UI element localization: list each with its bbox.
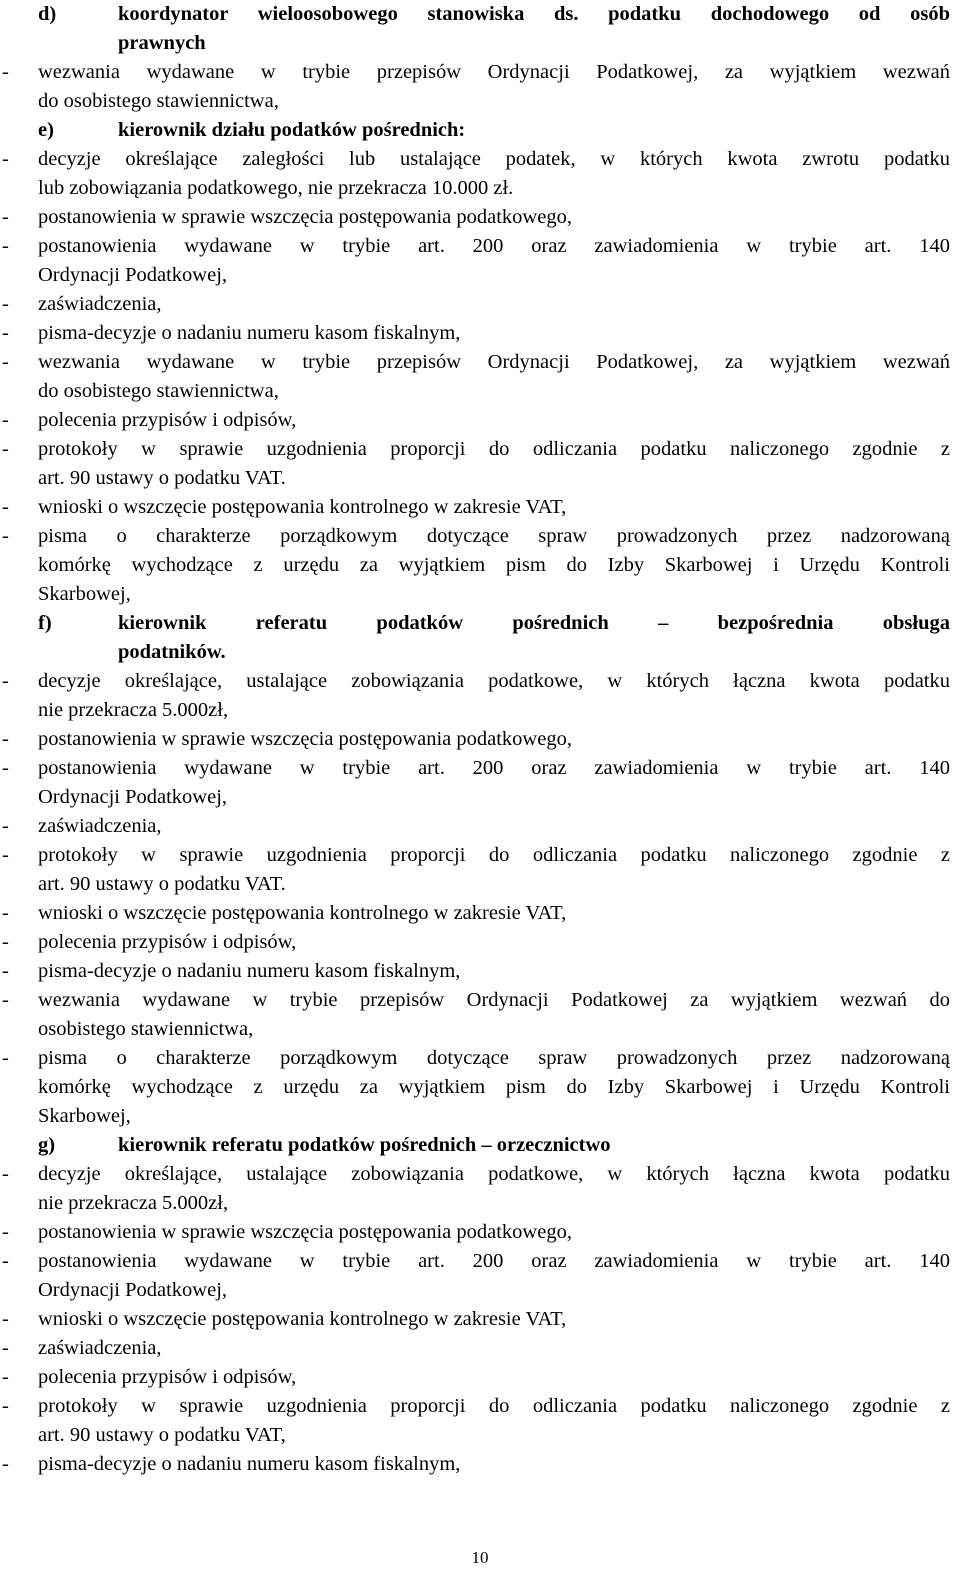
list-item: [0, 928, 960, 957]
list-item-continuation: [0, 464, 960, 493]
bullet-dash: -: [2, 206, 9, 228]
list-item-text: nie przekracza 5.000zł,: [38, 699, 229, 721]
list-item-continuation: [0, 1015, 960, 1044]
list-item-text: do osobistego stawiennictwa,: [38, 380, 279, 402]
section-heading-line: [0, 609, 960, 638]
bullet-dash: -: [2, 235, 9, 257]
list-item: [0, 841, 960, 870]
list-item-text: wnioski o wszczęcie postępowania kontrolnego w zakresie VAT,: [38, 496, 567, 518]
section-heading-text: prawnych: [118, 32, 206, 54]
bullet-dash: -: [2, 61, 9, 83]
list-item: [0, 203, 960, 232]
bullet-dash: -: [2, 148, 9, 170]
bullet-dash: -: [2, 931, 9, 953]
list-item: [0, 812, 960, 841]
list-item-text: postanowienia wydawane w trybie art. 200 oraz zawiadomienia w trybie art. 140: [38, 757, 950, 779]
list-item: [0, 1218, 960, 1247]
list-item-text: decyzje określające, ustalające zobowiązania podatkowe, w których łączna kwota podatku: [38, 1163, 950, 1185]
list-item-text: Skarbowej,: [38, 583, 131, 605]
bullet-dash: -: [2, 1395, 9, 1417]
list-item-continuation: [0, 696, 960, 725]
list-item-text: protokoły w sprawie uzgodnienia proporcji do odliczania podatku naliczonego zgodnie z: [38, 1395, 950, 1417]
bullet-dash: -: [2, 960, 9, 982]
list-item-text: lub zobowiązania podatkowego, nie przekracza 10.000 zł.: [38, 177, 514, 199]
list-item-text: pisma o charakterze porządkowym dotyczące spraw prowadzonych przez nadzorowaną: [38, 1047, 950, 1069]
list-item-continuation: [0, 87, 960, 116]
list-item-text: protokoły w sprawie uzgodnienia proporcji do odliczania podatku naliczonego zgodnie z: [38, 844, 950, 866]
list-item-text: wezwania wydawane w trybie przepisów Ordynacji Podatkowej za wyjątkiem wezwań do: [38, 989, 950, 1011]
list-item: [0, 493, 960, 522]
bullet-dash: -: [2, 902, 9, 924]
section-heading-text: kierownik referatu podatków pośrednich – orzecznictwo: [118, 1134, 611, 1156]
list-item-text: pisma-decyzje o nadaniu numeru kasom fiskalnym,: [38, 322, 461, 344]
list-item-continuation: [0, 1073, 960, 1102]
bullet-dash: -: [2, 728, 9, 750]
list-item-text: zaświadczenia,: [38, 1337, 162, 1359]
bullet-dash: -: [2, 815, 9, 837]
list-item-text: art. 90 ustawy o podatku VAT.: [38, 467, 286, 489]
list-item: [0, 1160, 960, 1189]
list-item-text: postanowienia w sprawie wszczęcia postępowania podatkowego,: [38, 206, 572, 228]
list-item-continuation: [0, 1421, 960, 1450]
list-item: [0, 986, 960, 1015]
bullet-dash: -: [2, 409, 9, 431]
list-item-text: decyzje określające zaległości lub ustalające podatek, w których kwota zwrotu podatku: [38, 148, 950, 170]
list-item-continuation: [0, 377, 960, 406]
list-item-text: polecenia przypisów i odpisów,: [38, 931, 297, 953]
list-item: [0, 319, 960, 348]
bullet-dash: -: [2, 1250, 9, 1272]
list-item-text: protokoły w sprawie uzgodnienia proporcji do odliczania podatku naliczonego zgodnie z: [38, 438, 950, 460]
bullet-dash: -: [2, 1221, 9, 1243]
list-item-continuation: [0, 261, 960, 290]
list-item-text: polecenia przypisów i odpisów,: [38, 409, 297, 431]
list-item-text: komórkę wychodzące z urzędu za wyjątkiem pism do Izby Skarbowej i Urzędu Kontroli: [38, 1076, 950, 1098]
list-item: [0, 232, 960, 261]
list-item-text: pisma-decyzje o nadaniu numeru kasom fiskalnym,: [38, 1453, 461, 1475]
list-item: [0, 522, 960, 551]
list-item-text: Ordynacji Podatkowej,: [38, 786, 228, 808]
list-item: [0, 290, 960, 319]
list-item-continuation: [0, 783, 960, 812]
list-item-text: postanowienia wydawane w trybie art. 200 oraz zawiadomienia w trybie art. 140: [38, 1250, 950, 1272]
bullet-dash: -: [2, 1163, 9, 1185]
list-item-text: Skarbowej,: [38, 1105, 131, 1127]
section-heading-line: [0, 116, 960, 145]
list-item: [0, 957, 960, 986]
list-item-continuation: [0, 1102, 960, 1131]
list-item: [0, 725, 960, 754]
section-heading-line: [0, 1131, 960, 1160]
bullet-dash: -: [2, 438, 9, 460]
list-item-continuation: [0, 551, 960, 580]
list-item-text: do osobistego stawiennictwa,: [38, 90, 279, 112]
list-item-text: decyzje określające, ustalające zobowiązania podatkowe, w których łączna kwota podatku: [38, 670, 950, 692]
bullet-dash: -: [2, 844, 9, 866]
section-heading-text: kierownik działu podatków pośrednich:: [118, 119, 466, 141]
bullet-dash: -: [2, 525, 9, 547]
list-item-continuation: [0, 1276, 960, 1305]
list-item-text: polecenia przypisów i odpisów,: [38, 1366, 297, 1388]
list-item-continuation: [0, 174, 960, 203]
list-item: [0, 1247, 960, 1276]
list-item: [0, 1305, 960, 1334]
list-item-continuation: [0, 870, 960, 899]
list-item-text: wnioski o wszczęcie postępowania kontrolnego w zakresie VAT,: [38, 1308, 567, 1330]
bullet-dash: -: [2, 1047, 9, 1069]
list-item-text: wnioski o wszczęcie postępowania kontrolnego w zakresie VAT,: [38, 902, 567, 924]
list-item: [0, 667, 960, 696]
list-item-text: wezwania wydawane w trybie przepisów Ordynacji Podatkowej, za wyjątkiem wezwań: [38, 351, 950, 373]
list-item: [0, 1363, 960, 1392]
section-heading-line: [0, 29, 960, 58]
list-item-text: zaświadczenia,: [38, 293, 162, 315]
section-letter: f): [38, 612, 52, 634]
list-item-text: nie przekracza 5.000zł,: [38, 1192, 229, 1214]
list-item: [0, 348, 960, 377]
section-heading-text: koordynator wieloosobowego stanowiska ds. podatku dochodowego od osób: [118, 3, 950, 25]
bullet-dash: -: [2, 1366, 9, 1388]
list-item: [0, 406, 960, 435]
bullet-dash: -: [2, 322, 9, 344]
list-item-text: art. 90 ustawy o podatku VAT.: [38, 873, 286, 895]
section-heading-text: kierownik referatu podatków pośrednich – bezpośrednia obsługa: [118, 612, 950, 634]
list-item-continuation: [0, 1189, 960, 1218]
list-item: [0, 435, 960, 464]
section-heading-line: [0, 638, 960, 667]
bullet-dash: -: [2, 670, 9, 692]
list-item-text: pisma o charakterze porządkowym dotyczące spraw prowadzonych przez nadzorowaną: [38, 525, 950, 547]
list-item: [0, 58, 960, 87]
list-item-text: art. 90 ustawy o podatku VAT,: [38, 1424, 286, 1446]
page-number: 10: [471, 1548, 489, 1567]
bullet-dash: -: [2, 757, 9, 779]
bullet-dash: -: [2, 1308, 9, 1330]
list-item: [0, 1450, 960, 1479]
list-item: [0, 145, 960, 174]
section-letter: d): [38, 3, 57, 25]
section-letter: g): [38, 1134, 56, 1156]
bullet-dash: -: [2, 351, 9, 373]
bullet-dash: -: [2, 1337, 9, 1359]
list-item-text: wezwania wydawane w trybie przepisów Ordynacji Podatkowej, za wyjątkiem wezwań: [38, 61, 950, 83]
list-item-text: postanowienia w sprawie wszczęcia postępowania podatkowego,: [38, 1221, 572, 1243]
list-item: [0, 1334, 960, 1363]
list-item-text: Ordynacji Podatkowej,: [38, 1279, 228, 1301]
bullet-dash: -: [2, 293, 9, 315]
bullet-dash: -: [2, 496, 9, 518]
list-item-text: postanowienia wydawane w trybie art. 200 oraz zawiadomienia w trybie art. 140: [38, 235, 950, 257]
section-heading-line: [0, 0, 960, 29]
list-item-text: postanowienia w sprawie wszczęcia postępowania podatkowego,: [38, 728, 572, 750]
list-item: [0, 1044, 960, 1073]
list-item-text: Ordynacji Podatkowej,: [38, 264, 228, 286]
list-item: [0, 899, 960, 928]
bullet-dash: -: [2, 989, 9, 1011]
list-item: [0, 1392, 960, 1421]
list-item: [0, 754, 960, 783]
bullet-dash: -: [2, 1453, 9, 1475]
list-item-text: pisma-decyzje o nadaniu numeru kasom fiskalnym,: [38, 960, 461, 982]
section-letter: e): [38, 119, 54, 141]
list-item-continuation: [0, 580, 960, 609]
list-item-text: komórkę wychodzące z urzędu za wyjątkiem pism do Izby Skarbowej i Urzędu Kontroli: [38, 554, 950, 576]
list-item-text: osobistego stawiennictwa,: [38, 1018, 254, 1040]
section-heading-text: podatników.: [118, 641, 226, 663]
list-item-text: zaświadczenia,: [38, 815, 162, 837]
